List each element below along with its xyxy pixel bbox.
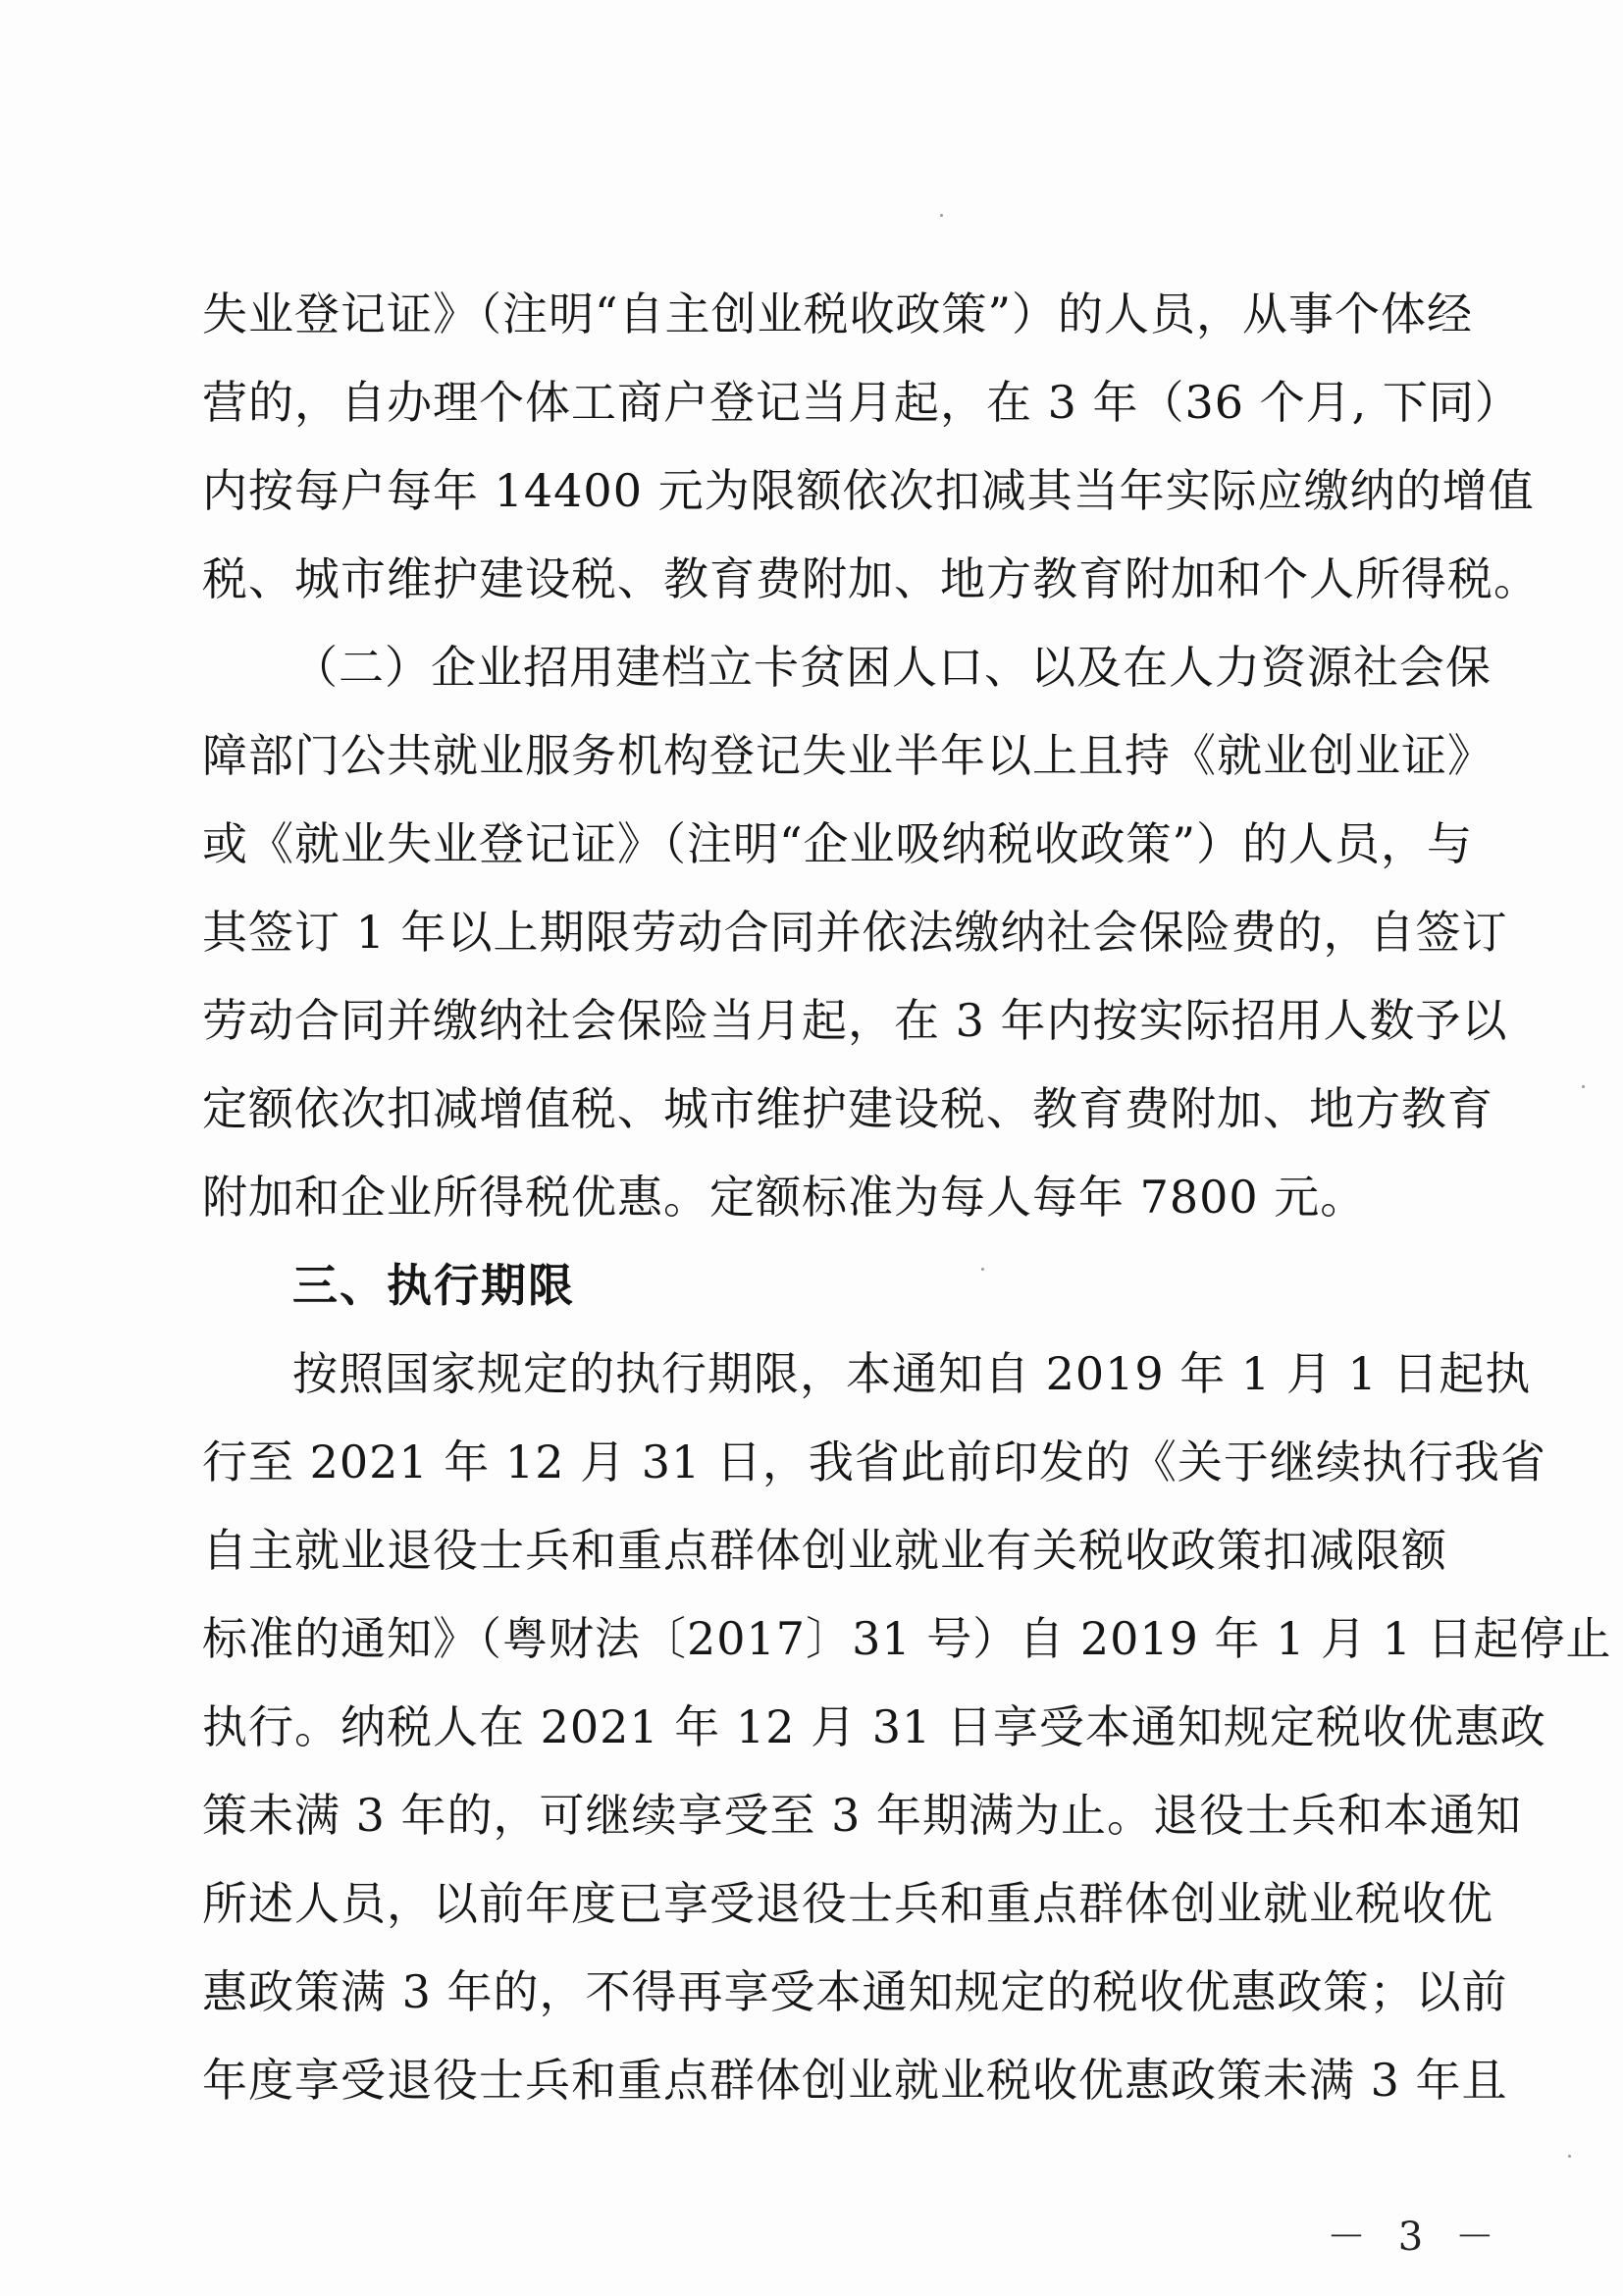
scan-speck: [1568, 2155, 1571, 2158]
scan-speck: [1582, 1085, 1585, 1088]
paragraph-line: 标准的通知》（粤财法〔2017〕31 号）自 2019 年 1 月 1 日起停止: [202, 1612, 1612, 1665]
paragraph-line: 税、城市维护建设税、教育费附加、地方教育附加和个人所得税。: [202, 552, 1540, 605]
paragraph-line: 失业登记证》（注明“自主创业税收政策”）的人员，从事个体经: [202, 287, 1474, 340]
paragraph-line: 执行。纳税人在 2021 年 12 月 31 日享受本通知规定税收优惠政: [202, 1700, 1546, 1753]
paragraph-line: 其签订 1 年以上期限劳动合同并依法缴纳社会保险费的，自签订: [202, 906, 1508, 959]
paragraph-line: 所述人员，以前年度已享受退役士兵和重点群体创业就业税收优: [202, 1877, 1493, 1930]
paragraph-line: 附加和企业所得税优惠。定额标准为每人每年 7800 元。: [202, 1171, 1367, 1224]
paragraph-line: 内按每户每年 14400 元为限额依次扣减其当年实际应缴纳的增值: [202, 464, 1535, 517]
paragraph-line: 或《就业失业登记证》（注明“企业吸纳税收政策”）的人员，与: [202, 817, 1474, 870]
paragraph-line: （二）企业招用建档立卡贫困人口、以及在人力资源社会保: [292, 641, 1492, 694]
paragraph-line: 定额依次扣减增值税、城市维护建设税、教育费附加、地方教育: [202, 1082, 1493, 1135]
paragraph-line: 劳动合同并缴纳社会保险当月起，在 3 年内按实际招用人数予以: [202, 994, 1508, 1047]
paragraph-line: 行至 2021 年 12 月 31 日，我省此前印发的《关于继续执行我省: [202, 1435, 1546, 1488]
paragraph-line: 年度享受退役士兵和重点群体创业就业税收优惠政策未满 3 年且: [202, 2054, 1508, 2107]
paragraph-line: 按照国家规定的执行期限，本通知自 2019 年 1 月 1 日起执: [292, 1347, 1532, 1400]
page-number: － 3 －: [1327, 2215, 1504, 2260]
section-heading: 三、执行期限: [292, 1259, 575, 1312]
paragraph-line: 营的，自办理个体工商户登记当月起，在 3 年（36 个月, 下同）: [202, 376, 1521, 429]
paragraph-line: 自主就业退役士兵和重点群体创业就业有关税收政策扣减限额: [202, 1524, 1447, 1577]
scan-speck: [940, 214, 943, 217]
paragraph-line: 策未满 3 年的，可继续享受至 3 年期满为止。退役士兵和本通知: [202, 1789, 1523, 1842]
scan-speck: [981, 1268, 984, 1271]
paragraph-line: 惠政策满 3 年的，不得再享受本通知规定的税收优惠政策；以前: [202, 1965, 1508, 2018]
paragraph-line: 障部门公共就业服务机构登记失业半年以上且持《就业创业证》: [202, 729, 1493, 782]
